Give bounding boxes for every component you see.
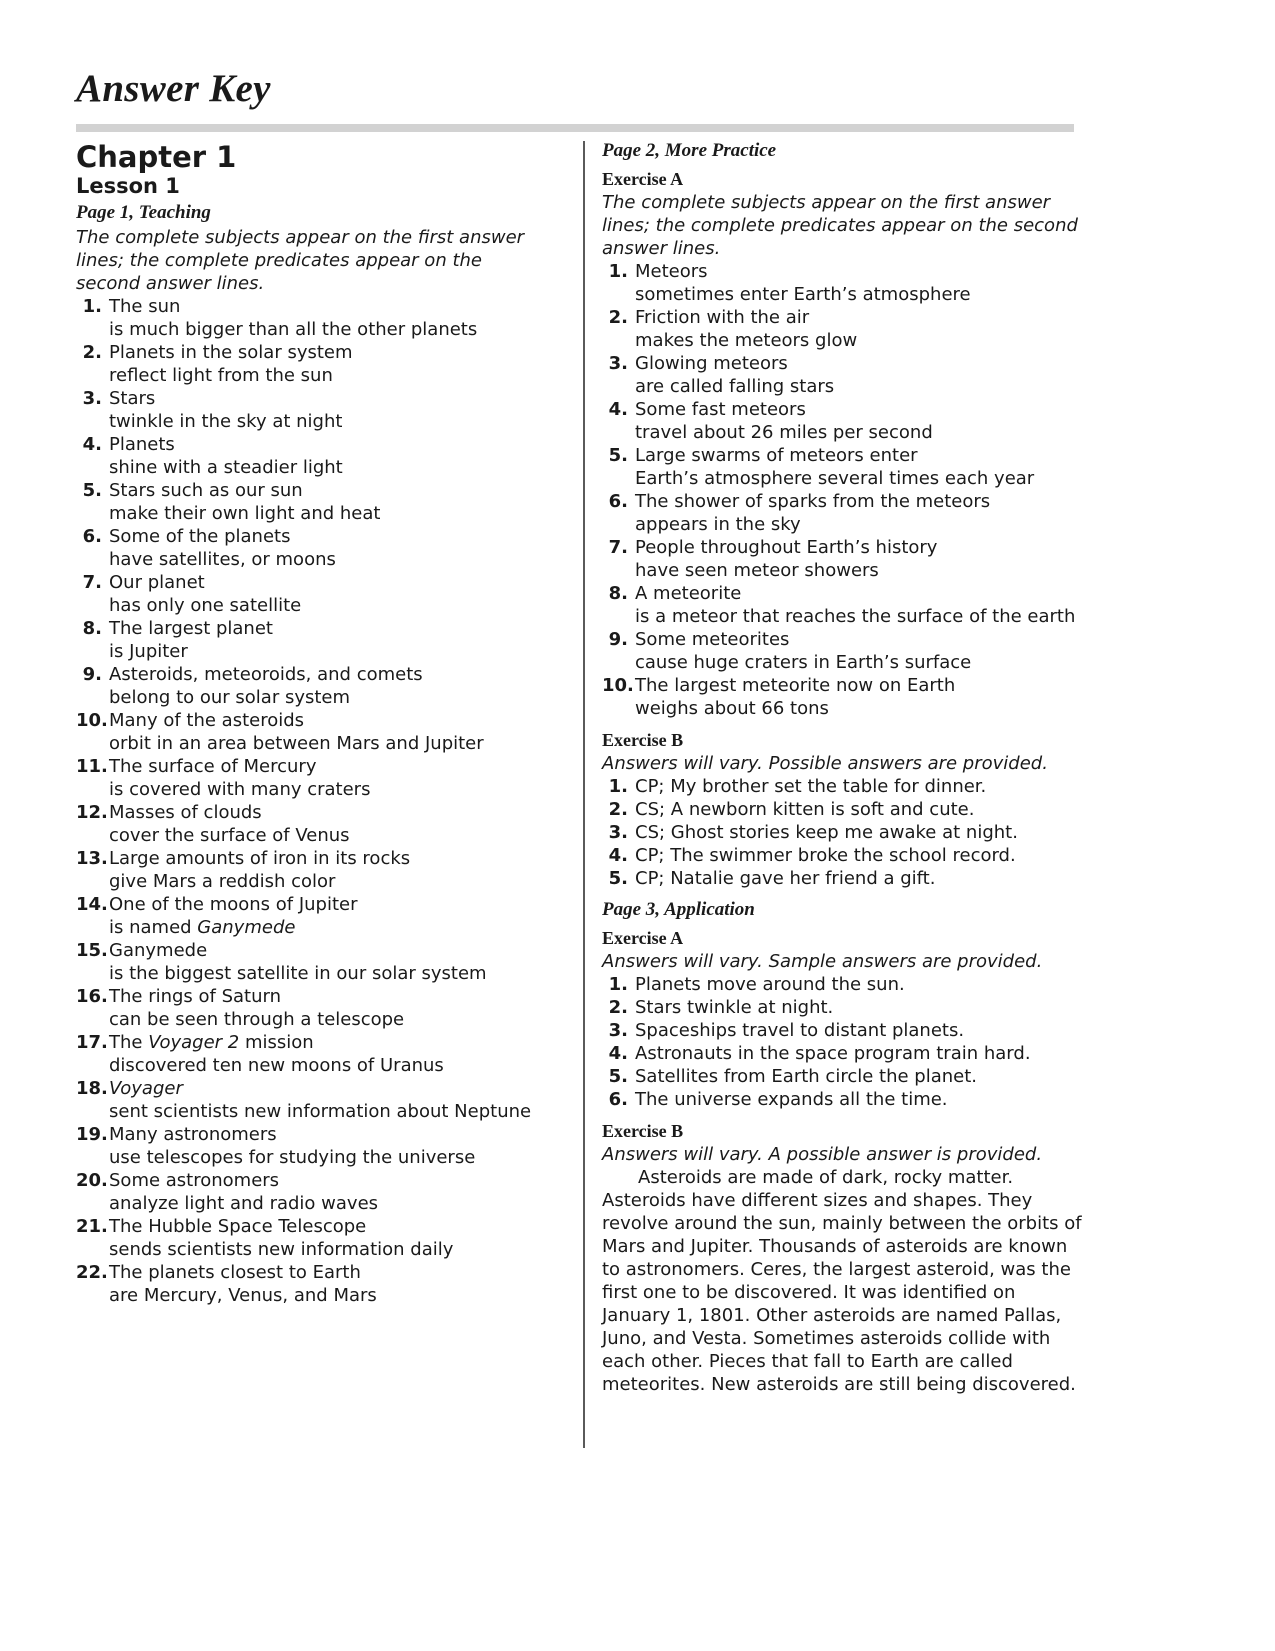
- list-item: [76, 1031, 546, 1077]
- item-number: 7.: [82, 572, 102, 593]
- chapter-heading: Chapter 1: [76, 140, 237, 174]
- item-predicate: is a meteor that reaches the surface of the earth: [635, 606, 1076, 627]
- item-text: CP; Natalie gave her friend a gift.: [635, 868, 936, 889]
- item-predicate: Earth’s atmosphere several times each year: [635, 468, 1035, 489]
- item-text: The universe expands all the time.: [635, 1089, 948, 1110]
- item-number: 12.: [76, 802, 108, 823]
- item-number: 20.: [76, 1170, 108, 1191]
- exercise-heading-p3-b: Exercise B: [602, 1121, 684, 1141]
- item-subject: The sun: [109, 296, 181, 317]
- item-predicate-italic: Ganymede: [197, 917, 296, 938]
- item-number: 3.: [608, 822, 628, 843]
- item-predicate: make their own light and heat: [109, 503, 381, 524]
- item-number: 8.: [608, 583, 628, 604]
- item-subject: Ganymede: [109, 940, 208, 961]
- item-predicate: have seen meteor showers: [635, 560, 879, 581]
- item-subject: Our planet: [109, 572, 205, 593]
- list-item: [76, 755, 546, 801]
- item-number: 22.: [76, 1262, 108, 1283]
- item-subject: Many astronomers: [109, 1124, 277, 1145]
- item-number: 19.: [76, 1124, 108, 1145]
- item-predicate: orbit in an area between Mars and Jupiter: [109, 733, 484, 754]
- item-number: 6.: [608, 1089, 628, 1110]
- instructions-p2-a: The complete subjects appear on the first answer lines; the complete predicates appear on the second answer lines.: [602, 192, 1078, 259]
- item-subject: The largest planet: [109, 618, 273, 639]
- item-subject: The largest meteorite now on Earth: [635, 675, 956, 696]
- answer-paragraph: [602, 1166, 1082, 1396]
- item-subject: The surface of Mercury: [109, 756, 317, 777]
- item-subject: [109, 1031, 546, 1054]
- item-subject: The rings of Saturn: [109, 986, 282, 1007]
- item-subject: The shower of sparks from the meteors: [635, 491, 991, 512]
- item-number: 17.: [76, 1032, 108, 1053]
- item-number: 18.: [76, 1078, 108, 1099]
- item-subject-text: The: [109, 1032, 149, 1053]
- answer-list-p2-a: [602, 260, 1082, 720]
- item-predicate: analyze light and radio waves: [109, 1193, 379, 1214]
- section-heading-page2: Page 2, More Practice: [602, 140, 777, 161]
- item-number: 3.: [82, 388, 102, 409]
- list-item: [602, 798, 1082, 821]
- list-item: [76, 709, 546, 755]
- item-number: 7.: [608, 537, 628, 558]
- item-subject: Some astronomers: [109, 1170, 280, 1191]
- list-item: [76, 985, 546, 1031]
- item-predicate: is Jupiter: [109, 641, 188, 662]
- item-predicate: use telescopes for studying the universe: [109, 1147, 476, 1168]
- list-item: [602, 973, 1082, 996]
- item-predicate: belong to our solar system: [109, 687, 351, 708]
- list-item: [76, 1261, 546, 1307]
- list-item: [76, 939, 546, 985]
- list-item: [602, 775, 1082, 798]
- item-number: 2.: [608, 799, 628, 820]
- item-predicate: travel about 26 miles per second: [635, 422, 933, 443]
- list-item: [602, 844, 1082, 867]
- item-number: 15.: [76, 940, 108, 961]
- item-subject: Large amounts of iron in its rocks: [109, 848, 411, 869]
- item-predicate: is much bigger than all the other planets: [109, 319, 478, 340]
- item-subject: One of the moons of Jupiter: [109, 894, 358, 915]
- item-number: 5.: [608, 1066, 628, 1087]
- item-number: 16.: [76, 986, 108, 1007]
- exercise-heading-p2-b: Exercise B: [602, 730, 684, 750]
- item-number: 5.: [82, 480, 102, 501]
- list-item: [76, 801, 546, 847]
- item-text: Stars twinkle at night.: [635, 997, 834, 1018]
- item-text: CS; A newborn kitten is soft and cute.: [635, 799, 975, 820]
- item-predicate: sends scientists new information daily: [109, 1239, 454, 1260]
- item-subject: Some of the planets: [109, 526, 291, 547]
- instructions-p3-b: Answers will vary. A possible answer is provided.: [602, 1144, 1043, 1165]
- item-predicate: give Mars a reddish color: [109, 871, 336, 892]
- column-divider: [583, 141, 585, 1448]
- list-item: [602, 1019, 1082, 1042]
- instructions-page1: The complete subjects appear on the first answer lines; the complete predicates appear on the second answer lines.: [76, 227, 525, 294]
- item-number: 6.: [608, 491, 628, 512]
- item-subject-italic: Voyager: [109, 1078, 183, 1099]
- item-predicate: shine with a steadier light: [109, 457, 343, 478]
- list-item: [76, 433, 546, 479]
- item-subject: Large swarms of meteors enter: [635, 445, 918, 466]
- list-item: [76, 479, 546, 525]
- page-title: Answer Key: [76, 67, 271, 110]
- item-predicate: twinkle in the sky at night: [109, 411, 343, 432]
- item-number: 9.: [608, 629, 628, 650]
- list-item: [76, 571, 546, 617]
- list-item: [602, 536, 1082, 582]
- item-number: 8.: [82, 618, 102, 639]
- item-predicate: are Mercury, Venus, and Mars: [109, 1285, 377, 1306]
- item-number: 4.: [82, 434, 102, 455]
- item-subject: Stars such as our sun: [109, 480, 303, 501]
- item-number: 10.: [76, 710, 108, 731]
- answer-list-p3-a: [602, 973, 1082, 1111]
- lesson-heading: Lesson 1: [76, 174, 180, 198]
- item-subject: Some fast meteors: [635, 399, 806, 420]
- item-predicate: cover the surface of Venus: [109, 825, 350, 846]
- item-text: CP; The swimmer broke the school record.: [635, 845, 1016, 866]
- list-item: [602, 444, 1082, 490]
- item-number: 11.: [76, 756, 108, 777]
- item-number: 21.: [76, 1216, 108, 1237]
- item-subject: People throughout Earth’s history: [635, 537, 938, 558]
- item-predicate: is the biggest satellite in our solar system: [109, 963, 487, 984]
- item-number: 3.: [608, 1020, 628, 1041]
- item-number: 1.: [82, 296, 102, 317]
- item-number: 10.: [602, 675, 634, 696]
- item-number: 14.: [76, 894, 108, 915]
- item-subject-text-end: mission: [239, 1032, 314, 1053]
- item-number: 5.: [608, 445, 628, 466]
- list-item: [76, 617, 546, 663]
- item-predicate-text: is named: [109, 917, 198, 938]
- item-number: 6.: [82, 526, 102, 547]
- item-number: 9.: [82, 664, 102, 685]
- exercise-heading-p2-a: Exercise A: [602, 169, 684, 189]
- item-predicate: sometimes enter Earth’s atmosphere: [635, 284, 971, 305]
- item-subject: The planets closest to Earth: [109, 1262, 361, 1283]
- item-text: Planets move around the sun.: [635, 974, 905, 995]
- list-item: [602, 352, 1082, 398]
- list-item: [76, 1123, 546, 1169]
- answer-paragraph-text: Asteroids are made of dark, rocky matter. Asteroids have different sizes and shapes. They revolve around the sun, mainly between the orbits of Mars and Jupiter. Thousands of asteroids are known to astronomers. Ceres, the largest asteroid, was the first one to be discovered. It was identified on January 1, 1801. Other asteroids are named Pallas, Juno, and Vesta. Sometimes asteroids collide with each other. Pieces that fall to Earth are called meteorites. New asteroids are still being discovered.: [602, 1167, 1082, 1395]
- item-subject: Friction with the air: [635, 307, 810, 328]
- item-subject: Masses of clouds: [109, 802, 262, 823]
- answer-list-p2-b: [602, 775, 1082, 890]
- item-predicate: appears in the sky: [635, 514, 801, 535]
- item-number: 4.: [608, 399, 628, 420]
- list-item: [76, 1169, 546, 1215]
- item-text: Astronauts in the space program train hard.: [635, 1043, 1031, 1064]
- list-item: [602, 1042, 1082, 1065]
- item-number: 5.: [608, 868, 628, 889]
- answer-list-page1: [76, 295, 546, 1307]
- list-item: [602, 1065, 1082, 1088]
- title-rule: [76, 124, 1074, 132]
- instructions-p3-a: Answers will vary. Sample answers are provided.: [602, 951, 1043, 972]
- item-text: CS; Ghost stories keep me awake at night.: [635, 822, 1018, 843]
- item-predicate: discovered ten new moons of Uranus: [109, 1055, 444, 1076]
- item-number: 1.: [608, 776, 628, 797]
- right-column: [602, 138, 1082, 1396]
- instructions-p2-b: Answers will vary. Possible answers are provided.: [602, 753, 1048, 774]
- item-subject: The Hubble Space Telescope: [109, 1216, 367, 1237]
- list-item: [76, 341, 546, 387]
- item-predicate: [109, 916, 546, 939]
- list-item: [76, 295, 546, 341]
- item-predicate: are called falling stars: [635, 376, 835, 397]
- list-item: [76, 847, 546, 893]
- item-subject: Planets in the solar system: [109, 342, 353, 363]
- section-heading-page1: Page 1, Teaching: [76, 202, 211, 223]
- list-item: [602, 260, 1082, 306]
- list-item: [602, 1088, 1082, 1111]
- list-item: [602, 674, 1082, 720]
- list-item: [602, 582, 1082, 628]
- item-subject: Asteroids, meteoroids, and comets: [109, 664, 423, 685]
- item-subject: Glowing meteors: [635, 353, 788, 374]
- item-number: 3.: [608, 353, 628, 374]
- item-text: CP; My brother set the table for dinner.: [635, 776, 987, 797]
- list-item: [602, 821, 1082, 844]
- item-predicate: weighs about 66 tons: [635, 698, 829, 719]
- item-subject: A meteorite: [635, 583, 742, 604]
- item-subject: Stars: [109, 388, 156, 409]
- list-item: [76, 1077, 546, 1123]
- item-number: 2.: [608, 307, 628, 328]
- item-number: 4.: [608, 845, 628, 866]
- item-subject: Planets: [109, 434, 175, 455]
- item-number: 4.: [608, 1043, 628, 1064]
- list-item: [76, 663, 546, 709]
- item-subject: [109, 1077, 546, 1100]
- list-item: [602, 628, 1082, 674]
- list-item: [76, 1215, 546, 1261]
- item-predicate: can be seen through a telescope: [109, 1009, 405, 1030]
- item-predicate: sent scientists new information about Neptune: [109, 1101, 532, 1122]
- item-text: Satellites from Earth circle the planet.: [635, 1066, 977, 1087]
- item-number: 13.: [76, 848, 108, 869]
- item-predicate: reflect light from the sun: [109, 365, 333, 386]
- item-predicate: has only one satellite: [109, 595, 302, 616]
- list-item: [602, 867, 1082, 890]
- section-heading-page3: Page 3, Application: [602, 899, 755, 920]
- item-predicate: makes the meteors glow: [635, 330, 858, 351]
- list-item: [602, 306, 1082, 352]
- list-item: [76, 525, 546, 571]
- left-column: [76, 138, 546, 1307]
- list-item: [602, 996, 1082, 1019]
- item-predicate: cause huge craters in Earth’s surface: [635, 652, 972, 673]
- item-subject: Some meteorites: [635, 629, 790, 650]
- list-item: [602, 490, 1082, 536]
- item-subject: Many of the asteroids: [109, 710, 305, 731]
- item-predicate: is covered with many craters: [109, 779, 371, 800]
- item-subject-italic: Voyager 2: [148, 1032, 240, 1053]
- item-number: 2.: [82, 342, 102, 363]
- item-subject: Meteors: [635, 261, 708, 282]
- exercise-heading-p3-a: Exercise A: [602, 928, 684, 948]
- item-text: Spaceships travel to distant planets.: [635, 1020, 965, 1041]
- item-number: 1.: [608, 974, 628, 995]
- item-predicate: have satellites, or moons: [109, 549, 336, 570]
- item-number: 1.: [608, 261, 628, 282]
- list-item: [76, 387, 546, 433]
- list-item: [76, 893, 546, 939]
- list-item: [602, 398, 1082, 444]
- item-number: 2.: [608, 997, 628, 1018]
